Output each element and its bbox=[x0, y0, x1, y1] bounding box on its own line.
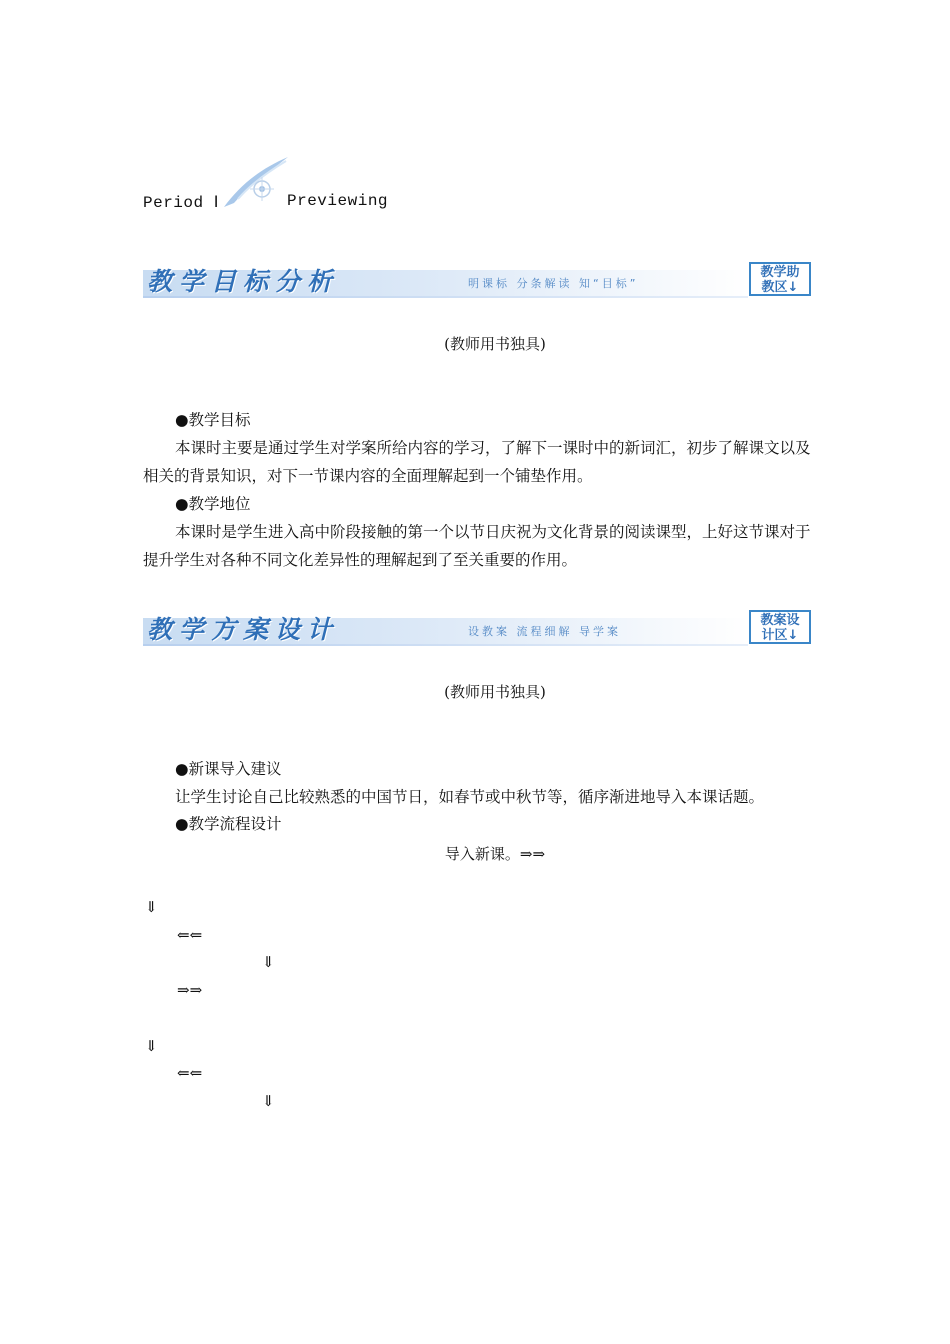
section-label: Previewing bbox=[287, 192, 389, 210]
teacher-book-note: (教师用书独具) bbox=[444, 683, 546, 701]
flow-line-import: 导入新课。⇒⇒ bbox=[444, 845, 546, 863]
flow-down-arrow: ⇓ bbox=[262, 1092, 275, 1110]
box-line-1: 教案设 bbox=[760, 613, 800, 628]
flow-left-arrows: ⇐⇐ bbox=[177, 926, 203, 944]
intro-heading: ●新课导入建议 bbox=[175, 760, 282, 778]
flow-right-arrows: ⇒⇒ bbox=[177, 981, 203, 999]
flow-left-arrows: ⇐⇐ bbox=[177, 1064, 203, 1082]
flow-down-arrow: ⇓ bbox=[262, 953, 275, 971]
position-text: 本课时是学生进入高中阶段接触的第一个以节日庆祝为文化背景的阅读课型，上好这节课对于提升学生对各种不同文化差异性的理解起到了至关重要的作用。 bbox=[143, 523, 811, 569]
banner-subtitle: 设教案 流程细解 导学案 bbox=[468, 625, 621, 638]
teacher-book-note: (教师用书独具) bbox=[444, 335, 546, 353]
banner-subtitle: 明课标 分条解读 知“目标” bbox=[468, 277, 639, 290]
swoosh-target-logo bbox=[220, 155, 292, 211]
teaching-aid-area-button[interactable] bbox=[749, 262, 811, 296]
intro-text: 让学生讨论自己比较熟悉的中国节日，如春节或中秋节等，循序渐进地导入本课话题。 bbox=[175, 788, 765, 806]
lesson-design-area-button[interactable] bbox=[749, 610, 811, 644]
position-heading: ●教学地位 bbox=[175, 495, 251, 513]
box-line-1: 教学助 bbox=[760, 265, 800, 280]
goal-heading: ●教学目标 bbox=[175, 411, 251, 429]
goal-text: 本课时主要是通过学生对学案所给内容的学习，了解下一课时中的新词汇，初步了解课文以及相关的背景知识，对下一节课内容的全面理解起到一个铺垫作用。 bbox=[143, 439, 811, 485]
banner-title: 教学方案设计 bbox=[147, 615, 340, 644]
banner-title: 教学目标分析 bbox=[147, 267, 340, 296]
flow-down-arrow: ⇓ bbox=[145, 1037, 158, 1055]
section-banner-design bbox=[143, 610, 815, 648]
section-banner-objectives bbox=[143, 262, 815, 300]
box-line-2: 教区↓ bbox=[761, 280, 799, 295]
flow-heading: ●教学流程设计 bbox=[175, 815, 282, 833]
period-label: Period Ⅰ bbox=[143, 194, 219, 212]
box-line-2: 计区↓ bbox=[761, 628, 799, 643]
flow-down-arrow: ⇓ bbox=[145, 898, 158, 916]
